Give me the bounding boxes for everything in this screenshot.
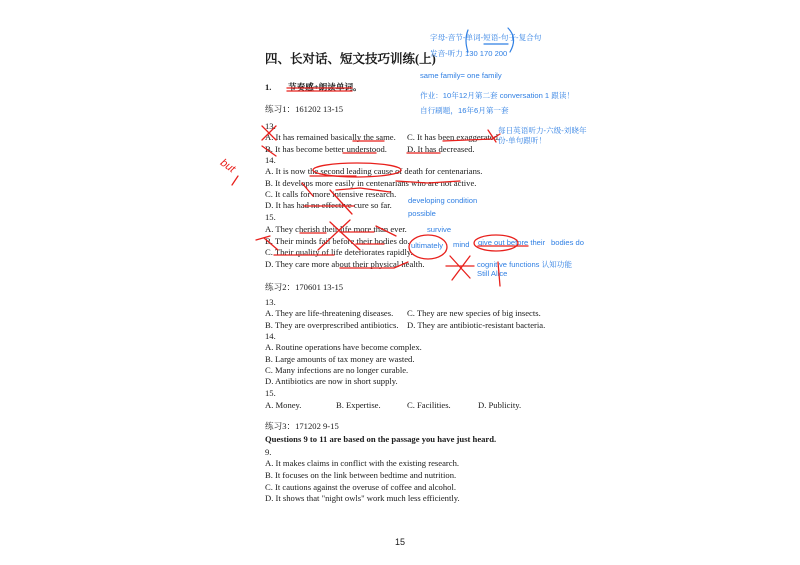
question-number: 13.	[265, 297, 276, 307]
option-b: B. Large amounts of tax money are wasted.	[265, 354, 415, 364]
section-title: 节奏感+朗读单词。	[288, 82, 362, 92]
ink-stroke	[232, 176, 238, 185]
option-a: A. Money.	[265, 400, 302, 410]
option-b: B. It has become better understood.	[265, 144, 387, 154]
handwritten-note: cognitive functions 认知功能	[477, 260, 572, 269]
handwritten-note: but	[217, 156, 238, 176]
handwritten-note: same family= one family	[420, 71, 502, 80]
option-c: C. It has been exaggerated.	[407, 132, 501, 142]
handwritten-note: Still Alice	[477, 269, 508, 278]
instruction: Questions 9 to 11 are based on the passage you have just heard.	[265, 434, 497, 444]
option-b: B. It develops more easily in centenarians who are not active.	[265, 178, 477, 188]
section-number: 1.	[265, 82, 272, 92]
option-c: C. They are new species of big insects.	[407, 308, 541, 318]
option-d: D. They care more about their physical health.	[265, 259, 425, 269]
handwritten-note: possible	[408, 209, 436, 218]
option-d: D. Publicity.	[478, 400, 522, 410]
handwritten-note: 作业：10年12月第二套 conversation 1 跟读！	[420, 91, 575, 100]
option-d: D. It has decreased.	[407, 144, 475, 154]
option-a: A. They are life-threatening diseases.	[265, 308, 394, 318]
handwritten-note: 自行刷题，16年6月第一套	[420, 106, 509, 115]
handwritten-note: 发音-听力 130 170 200	[430, 49, 508, 58]
option-c: C. It cautions against the overuse of coffee and alcohol.	[265, 482, 456, 492]
question-number: 15.	[265, 388, 276, 398]
question-number: 13.	[265, 121, 276, 131]
exercise-label: 练习3：171202 9-15	[265, 421, 339, 431]
option-c: C. Their quality of life deteriorates rapidly.	[265, 247, 413, 257]
handwritten-note: 字母-音节-单词-短语-句子-复合句	[430, 33, 542, 42]
page-number: 15	[395, 537, 406, 547]
handwritten-note: developing condition	[408, 196, 478, 205]
option-a: A. It is now the second leading cause of death for centenarians.	[265, 166, 483, 176]
question-number: 14.	[265, 331, 276, 341]
option-a: A. It has remained basically the same.	[265, 132, 396, 142]
question-number: 9.	[265, 447, 272, 457]
handwritten-note: 每日英语听力-六级-刘晓年	[498, 126, 587, 135]
option-c: C. It calls for more intensive research.	[265, 189, 397, 199]
option-b: B. Their minds fail before their bodies do.	[265, 236, 410, 246]
question-number: 14.	[265, 155, 276, 165]
handwritten-note: bodies do	[551, 238, 584, 247]
option-b: B. Expertise.	[336, 400, 381, 410]
option-a: A. Routine operations have become complex.	[265, 342, 422, 352]
option-c: C. Facilities.	[407, 400, 451, 410]
question-number: 15.	[265, 212, 276, 222]
handwritten-note: 份-单句跟听！	[498, 136, 547, 145]
handwritten-note: give out before their	[478, 238, 546, 247]
option-d: D. They are antibiotic-resistant bacteria.	[407, 320, 546, 330]
option-b: B. They are overprescribed antibiotics.	[265, 320, 399, 330]
handwritten-note: ultimately	[411, 241, 444, 250]
handwritten-note: mind	[453, 240, 470, 249]
exercise-label: 练习1：161202 13-15	[265, 104, 344, 114]
ink-stroke	[446, 256, 474, 280]
option-c: C. Many infections are no longer curable.	[265, 365, 409, 375]
option-a: A. It makes claims in conflict with the existing research.	[265, 458, 460, 468]
option-d: D. It shows that "night owls" work much less efficiently.	[265, 493, 460, 503]
handwritten-note: survive	[427, 225, 452, 234]
section-heading: 四、长对话、短文技巧训练(上)	[265, 52, 436, 66]
option-d: D. It has had no effective cure so far.	[265, 200, 392, 210]
exercise-label: 练习2：170601 13-15	[265, 282, 344, 292]
option-b: B. It focuses on the link between bedtime and nutrition.	[265, 470, 457, 480]
option-a: A. They cherish their life more than ever.	[265, 224, 407, 234]
option-d: D. Antibiotics are now in short supply.	[265, 376, 398, 386]
